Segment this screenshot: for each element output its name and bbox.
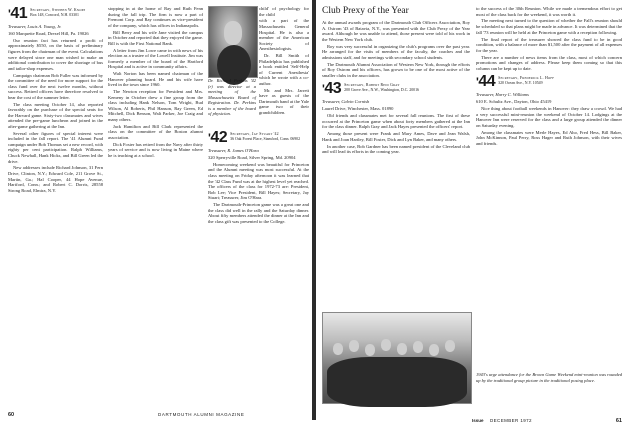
paragraph: child' of psychology for the child: [259, 6, 309, 17]
paragraph: Campaign chairman Bob Fuller was informed by the committee of the need for more support for the class fund over the next twelve months, without success. Retired officers have therefore resolved to bear the cost of the summer letter.: [8, 72, 103, 100]
left-column-2: [108, 6, 203, 160]
paragraph: Among the classmates were Merle Hayes, Ed Aho, Fred Hess, Bill Baker, John McKinnon, Paul Perry, Ross Hager and Ruth Johnson, with their wives and friends.: [476, 129, 622, 146]
secretary-line: Secretary, Robert Reid Gray: [344, 83, 400, 88]
issue-date: DECEMBER 1972: [490, 418, 532, 423]
paragraph: Homecoming weekend was beautiful for Princeton and the Alumni meeting was most successful. At the class meeting on Friday afternoon it was learned that the '42 Class Fund was at the highest level yet reached. The officers of the class for 1972-73 are: President, Bob Lee; Vice President, Bill Hayes; Secretary, Jay Stuart; Treasurer, Jim O'Hara.: [208, 161, 309, 201]
page-number-left: 60: [8, 412, 15, 418]
article-title: Club Prexy of the Year: [322, 6, 409, 16]
treasurer-line: Treasurer, Louis A. Young, Jr.: [8, 24, 62, 29]
paragraph: Our reunion fact has returned a profit of approximately $550, on the basis of preliminary figures from the chairman of the event. Calculations were delayed since one man wished to make an additional contribution to cover the shortage of bus and tailor-shop expenses.: [8, 37, 103, 71]
paragraph: Mr. and Mrs. Jarrett have as guests of the Dartmouth band at the Yale game two of their grandchildren.: [259, 87, 309, 116]
paragraph: Nice thing about football weekends in Hanover: they draw a crowd. We had a very successful mini-reunion the weekend of October 14. Lodgings at the Hanover Inn were reserved for the class and a large group attended the dinner on Saturday evening.: [476, 106, 622, 128]
paragraph: Bill Berry and his wife Jane visited the campus in October and reported that they enjoyed the game. Bill is with the First National Bank.: [108, 29, 203, 46]
left-footer: [8, 412, 304, 418]
class-year-44: '44: [476, 73, 496, 91]
paragraph: Dick Foster has retired from the Navy after thirty years of service and is now living in Maine where he is teaching at a school.: [108, 141, 203, 159]
paragraph: A letter from Jim Lowe came in with news of his election as a trustee of the Lowell Institute. Jim was formerly a member of the board of the Hartford Hospital and is active in community affairs.: [108, 47, 203, 70]
treasurer-line: Treasurer, R. James O'Hara: [208, 148, 259, 153]
paragraph: New addresses include Richard Johnson, 31 Fern Drive, Clinton, N.Y.; Edward Cole, 211 Grove St., Martin, Ga.; Hal Cooper, 44 Hope Avenue, Hartford, Conn.; and Robert C. Dorris, 28558 Strong Road, Elmira, N.Y.: [8, 165, 103, 193]
issue-label: Issue: [472, 418, 484, 423]
paragraph: The Dartmouth-Princeton game was a great one and the class did well in the rally and the Saturday dinner. About fifty members attended the dinner at the Inn and the class gift was presented to the College.: [208, 202, 309, 224]
treasurer-address: 610 E. Schultz Ave., Dayton, Ohio 45419: [476, 99, 552, 105]
paragraph: Walt Norton has been named chairman of the Hanover planning board. He and his wife have lived in the town since 1960.: [108, 71, 203, 88]
treasurer-address: Laurel Drive, Winchester, Mass. 01890: [322, 106, 394, 112]
paragraph: The Newton reception for President and Mrs. Kemeny in October drew a fine group from the class including Hank Nelson, Tom Wright, Bud Wilson, Al Roberts, Phil Hanson, Ray Green, Ed Mitchell, Dick Benson, Walt Parker, Joe Craig and many others.: [108, 89, 203, 122]
group-photo-caption: 1943's urge attendance for the Brown Game Weekend mini-reunion was rounded up by the traditional group picture in the traditional posing place.: [476, 372, 622, 383]
paragraph: to the success of the 30th Reunion. While we made a tremendous effort to get most of the class back for the weekend, it was worth it.: [476, 6, 622, 17]
secretary-line: Secretary, Jay Stuart '42: [230, 132, 279, 136]
class-42-header: [208, 130, 309, 146]
class-44-header: [476, 74, 622, 90]
class-43-header: [322, 81, 470, 97]
left-column-3-top: [259, 6, 309, 117]
paragraph: The meeting next turned to the question of whether the Fall's reunion should be scheduled so that plans might be made in advance. It was determined that the fall '73 reunion will be held at the Princeton game with a reception following.: [476, 18, 622, 35]
secretary-address: Box 148, Concord, N.H. 03301: [30, 12, 80, 17]
paragraph: There are a number of news items from the class, most of which concern promotions and changes of address. Please keep them coming so that this column can be kept up to date.: [476, 54, 622, 71]
paragraph: stopping in at the home of Ray and Ruth Fenn during the fall trip. The firm is now a part of Fremont Corp. and Ray continues as vice-president of the company, which has offices in Indianapolis.: [108, 6, 203, 28]
treasurer-line: Treasurer, Harry C. Williams: [476, 92, 529, 98]
class-year-41: '41: [8, 5, 28, 22]
left-page: [0, 0, 312, 420]
portrait-photo: [208, 6, 258, 78]
treasurer-address: 160 Marquette Road, Drexel Hill, Pa. 19026: [8, 30, 89, 36]
secretary-address: 36 Oak Forest Place, Stamford, Conn. 06902: [230, 136, 301, 141]
right-column-1: [322, 6, 470, 156]
paragraph: Dr. Bill Smith of Philadelphia has published a book entitled 'Self-Help of Current Anesthesia' which he wrote with a co-author.: [259, 53, 309, 86]
paragraph: In another case, Bob Gardner has been named president of the Cleveland club and will lead its efforts in the coming year.: [322, 143, 470, 155]
paragraph: Among those present were Frank and Mary Ames, Dave and Jean Walsh, Hank and Joan Hartley, Bill Foster, Dick and Lyn Baker, and many others.: [322, 131, 470, 142]
treasurer-address: 320 Sperryville Road, Silver Spring, Md. 20904: [208, 154, 296, 160]
paragraph: Old friends and classmates met for several fall reunions. The first of these occurred at the Princeton game when about forty members gathered at the Inn for the class dinner. Ralph Gray and Jack Hayes presented the officers' report.: [322, 113, 470, 130]
secretary-address: 320 Ocean Ave., N.Y. 10549: [498, 80, 543, 85]
paragraph: Jack Hamilton and Bill Clark represented the class on the committee of the Boston alumni association.: [108, 123, 203, 140]
paragraph: Roy was very successful in organizing the club's programs over the past year. He arranged for the visits of members of the faculty, the coaches and the admissions staff, and for meetings with secondary school students.: [322, 43, 470, 60]
left-column-3-bottom: [208, 130, 309, 226]
magazine-title: DARTMOUTH ALUMNI MAGAZINE: [158, 412, 245, 417]
secretary-address: 200 Grove Ave., N.W., Washington, D.C. 20016: [344, 87, 419, 92]
paragraph: The Dartmouth Alumni Association of Western New York, through the efforts of Roy Ostrom and his officers, has grown to be one of the most active of the smaller clubs in the association.: [322, 61, 470, 78]
secretary-line: Secretary, Stephen W. Knopp: [30, 8, 86, 12]
paragraph: Several other figures of special interest were included in the fall report. The '41 Alumni Fund campaign under Bob Thomas set a new record, with eighty per cent participation. Ralph Williams, Chuck Newhall, Hank Hicks, and Bill Green led the drive.: [8, 130, 103, 164]
paragraph: At the annual awards program of the Dartmouth Club Officers Association, Roy A. Ostrom '43 of Batavia, N.Y., was presented with the Club Prexy of the Year award. Although he was unable to attend, those present were told of his work in the Western New York club.: [322, 20, 470, 42]
paragraph: with a part of the Massachusetts General Hospital. He is also a member of the American Society of Anesthesiologists.: [259, 18, 309, 52]
group-photo: [322, 312, 472, 404]
paragraph: The final report of the treasurer showed the class fund to be in good condition, with a balance of more than $1,500 after the payment of all expenses for the year.: [476, 36, 622, 53]
class-year-43: '43: [322, 80, 342, 98]
paragraph: The class meeting October 14, also reported favorably on the purchase of the special seats for the Harvard game. Sixty-two classmates and wives attended the pre-game luncheon and joined in the after-game gathering at the Inn.: [8, 101, 103, 129]
class-41-header: [8, 6, 103, 22]
treasurer-line: Treasurer, Calvin Cornish: [322, 99, 370, 105]
portrait-caption: Dr. Richard Perkins '42 (r) was director at a meeting of the Massachusetts Board of Registration. Dr. Perkins is a member of the board of physician.: [208, 78, 256, 116]
page-number-right: 61: [615, 418, 622, 424]
left-column-1: [8, 6, 103, 195]
secretary-line: Secretary, Frederick L. Hoff: [498, 76, 555, 81]
right-column-2: [476, 6, 622, 148]
class-year-42: '42: [208, 129, 228, 146]
right-page: [316, 0, 628, 424]
